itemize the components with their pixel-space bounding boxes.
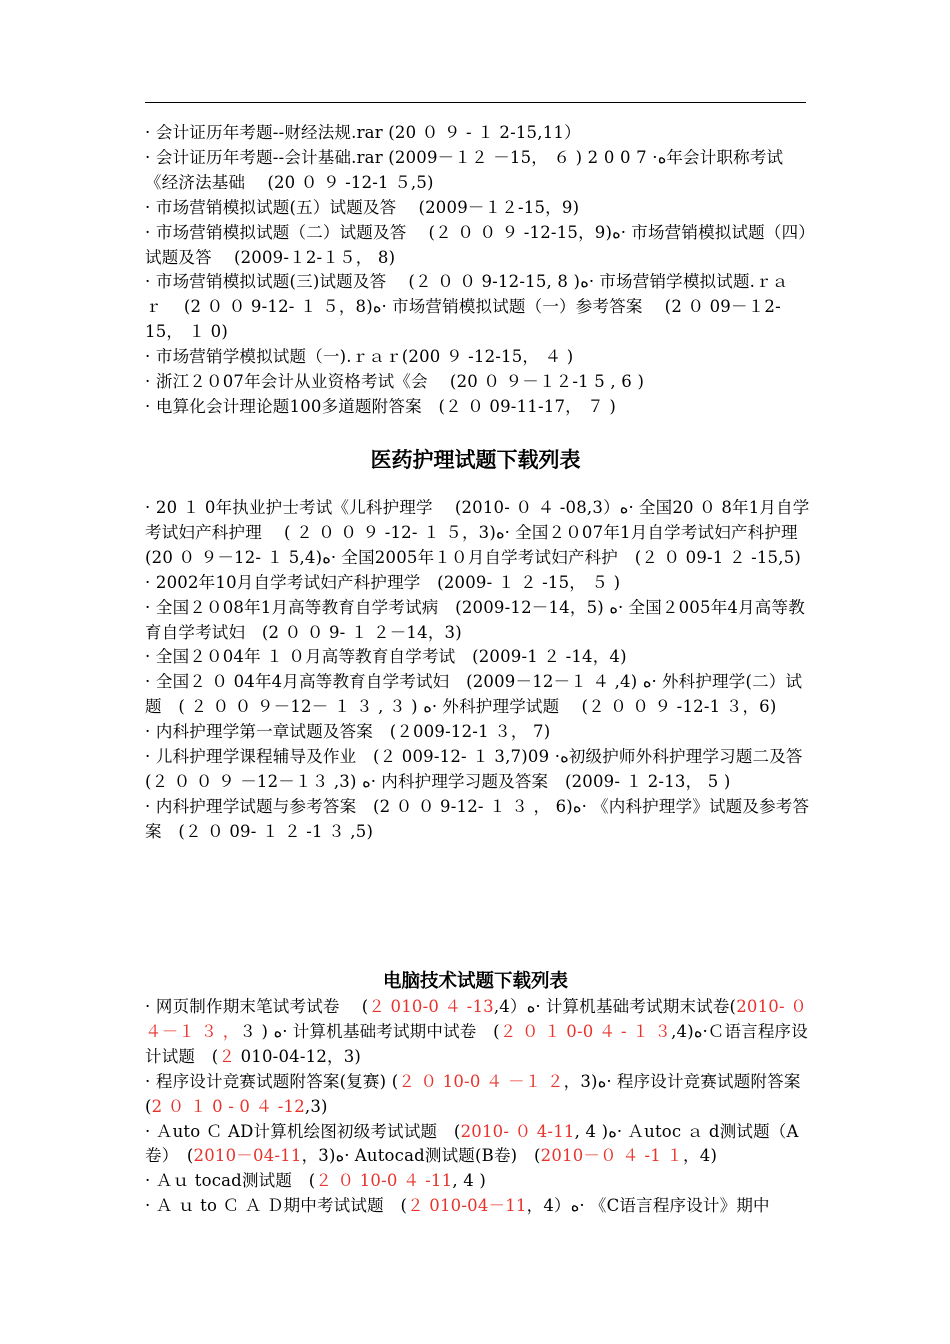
- red-date-text: ２ ０ 10-0 ４ -11: [315, 1171, 453, 1191]
- item-text: ,4)ﻩ·Ｃ语言程序设计试题 (: [145, 1021, 808, 1066]
- list-item: · 市场营销模拟试题(五）试题及答 (2009－１２-15，9): [145, 197, 580, 217]
- item-text: ，4）ﻩ· 《C语言程序设计》期中: [526, 1196, 770, 1216]
- item-text: , 4 ): [452, 1171, 486, 1191]
- list-item: [145, 1194, 810, 1219]
- list-item: · 内科护理学第一章试题及答案 (２009-12-1 ３， 7): [145, 722, 551, 742]
- item-text: · 网页制作期末笔试考试卷 (: [145, 997, 369, 1016]
- list-item: · 20 １ 0年执业护士考试《儿科护理学 (2010- ０ ４ -08,3）ﻩ· 全国20 ０ 8年1月自学考试妇产科护理 ( ２ ０ ０ ９ -12- １ ５，3)ﻩ· 全国２０07年1月自学考试妇产科护理 (20 ０ ９－12- １ 5,4)ﻩ· 全国2005年１０月自学考试妇产科护 (２ ０ 09-1 ２ -15,5): [145, 498, 820, 567]
- list-item: [145, 1169, 810, 1194]
- list-item: · 全国２０04年 １ ０月高等教育自学考试 (2009-1 ２ -14，4): [145, 647, 627, 667]
- list-item: · 全国２０08年1月高等教育自学考试病 (2009-12－14，5) ﻩ· 全国２005年4月高等教育自学考试妇 (2 ０ ０ 9- １ ２－14，3): [145, 597, 805, 642]
- list-item: [145, 1070, 818, 1120]
- list-item: · 浙江２０07年会计从业资格考试《会 (20 ０ ９－１２-1 5 , 6 ): [145, 372, 645, 392]
- red-date-text: ２ ０ １ 0-0 ４ - １ ３: [499, 1021, 672, 1041]
- medical-list: [145, 496, 825, 845]
- list-item: · 全国２ ０ 04年4月高等教育自学考试妇 (2009－12－１ ４ ,4) ﻩ· 外科护理学(二）试题 ( ２ ０ ０ ９－12－ １ ３ , ３ ) ﻩ· 外科护理学试题 (２ ０ ０ ９ -12-1 ３，6): [145, 672, 803, 717]
- list-item: · 市场营销学模拟试题（一).ｒａｒ(200 ９ -12-15， ４ ): [145, 347, 574, 367]
- header-rule: [145, 102, 806, 103]
- item-text: ,4）ﻩ· 计算机基础考试期末试卷(: [493, 997, 737, 1016]
- item-text: 010-04-12，3): [235, 1046, 362, 1066]
- list-item: · 儿科护理学课程辅导及作业 (２ 009-12- １ 3,7)09 ·ﻩ初级护师外科护理学习题二及答 (２ ０ ０ ９ －12－１３ ,3) ﻩ· 内科护理学习题及答案 (2009- １ 2-13， 5 ): [145, 747, 825, 791]
- list-item: · 2002年10月自学考试妇产科护理学 (2009- １ ２ -15， ５ ): [145, 572, 621, 592]
- item-text: · Ａuto Ｃ AD计算机绘图初级考试试题 (: [145, 1121, 461, 1141]
- list-item: [145, 995, 810, 1070]
- item-text: · 程序设计竞赛试题附答案(复赛) (: [145, 1071, 399, 1091]
- red-date-text: ２ ０ 10-0 ４ －１ ２: [398, 1071, 564, 1091]
- red-date-text: 2010- ０ 4-11: [460, 1121, 575, 1141]
- medical-section-title: 医药护理试题下载列表: [370, 447, 581, 472]
- item-text: ，3)ﻩ· 程序设计竞赛试题附答案 (: [145, 1071, 818, 1116]
- list-item: · 会计证历年考题--会计基础.rar (2009－１２ －15， ６ ) 2 0 0 7 ·ﻩ年会计职称考试《经济法基础 (20 ０ ９ -12-1 ５,5): [145, 147, 784, 192]
- list-item: · 内科护理学试题与参考答案 (2 ０ ０ 9-12- １ ３ ， 6)ﻩ· 《内科护理学》试题及参考答案 (２ ０ 09- １ ２ -1 ３ ,5): [145, 796, 810, 841]
- item-text: ,3): [304, 1096, 328, 1116]
- item-text: · Ａ ｕ to Ｃ Ａ Ｄ期中考试试题 (: [145, 1196, 408, 1216]
- red-date-text: 2 ０ １ 0 - 0 ４ -12: [151, 1096, 305, 1116]
- accounting-list: [145, 121, 810, 420]
- list-item: · 会计证历年考题--财经法规.rar (20 ０ ９ - １ 2-15,11）: [145, 123, 581, 142]
- red-date-text: ２ 010-04－11: [407, 1196, 527, 1216]
- item-text: , 4 )ﻩ· Ａutoc ａ d测试题（A卷） (: [145, 1121, 799, 1166]
- computer-list: [145, 995, 818, 1219]
- red-date-text: 2010- ０ ４－１ ３ ，: [145, 997, 807, 1041]
- red-date-text: ２ 010-0 ４ -13: [368, 997, 494, 1016]
- red-date-text: 2010－０ ４ -1 １: [540, 1146, 684, 1166]
- item-text: · Ａｕ tocad测试题 (: [145, 1171, 316, 1191]
- list-item: · 市场营销模拟试题（二）试题及答 (２ ０ ０ ９ -12-15，9)ﻩ· 市场营销模拟试题（四）试题及答 (2009-１2-１５， 8): [145, 222, 807, 267]
- computer-section-title: 电脑技术试题下载列表: [382, 971, 568, 992]
- list-item: [145, 1120, 810, 1170]
- item-text: ，3)ﻩ· Autocad测试题(B卷) (: [301, 1146, 541, 1166]
- item-text: ３ ) ﻩ· 计算机基础考试期中试卷 (: [239, 1021, 500, 1041]
- red-date-text: ２: [218, 1046, 236, 1066]
- item-text: ，4): [683, 1146, 718, 1166]
- list-item: · 市场营销模拟试题(三)试题及答 (２ ０ ０ 9-12-15, 8 )ﻩ· 市场营销学模拟试题.ｒａ ｒ (2 ０ ０ 9-12- １ ５，8)ﻩ· 市场营销模拟试题（一）参考答案 (2 ０ 09－１2-15， １ 0): [145, 272, 789, 342]
- list-item: · 电算化会计理论题100多道题附答案 (２ ０ 09-11-17， ７ ): [145, 396, 617, 416]
- red-date-text: 2010－04-11: [193, 1146, 302, 1166]
